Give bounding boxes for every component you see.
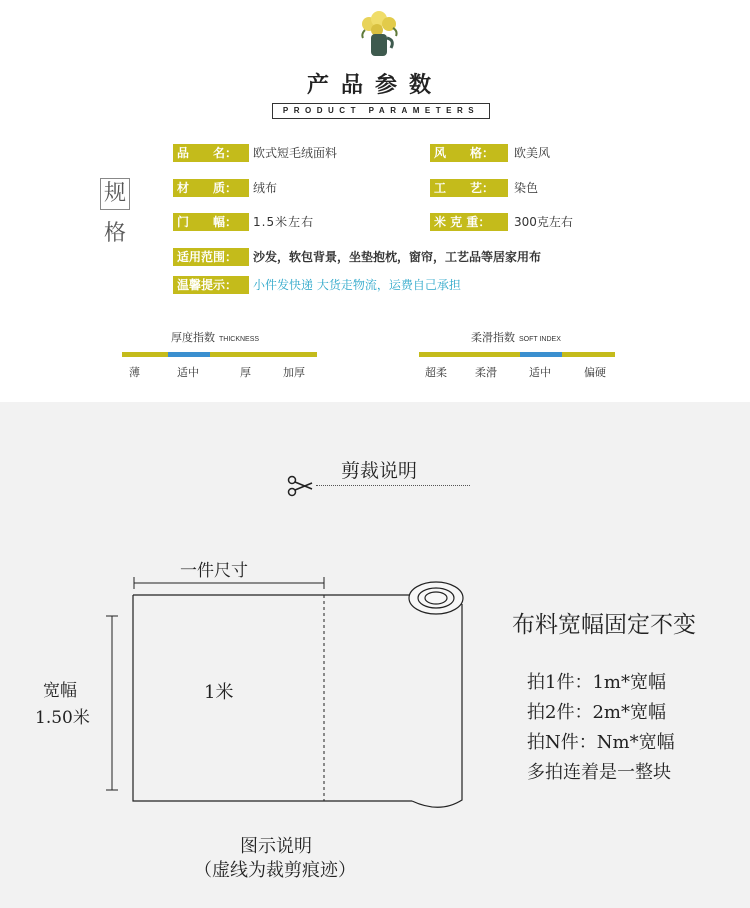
softness-bar-active	[520, 352, 562, 357]
thickness-title	[171, 329, 259, 345]
softness-bar	[419, 352, 615, 357]
cutting-title: 剪裁说明	[341, 460, 418, 482]
fabric-roll-diagram	[130, 578, 470, 814]
cut-dotted-line	[316, 485, 470, 486]
piece-size-label: 一件尺寸	[180, 561, 248, 581]
thickness-tick-4: 加厚	[283, 366, 305, 379]
value-width: 1.5米左右	[253, 215, 315, 229]
page-title: 产品参数	[306, 73, 443, 98]
thickness-title-en: THICKNESS	[219, 336, 260, 343]
value-material: 绒布	[253, 181, 278, 195]
tag-material: 材 质：	[173, 179, 249, 197]
scissors-icon	[287, 474, 313, 498]
page-subtitle: PRODUCT PARAMETERS	[272, 103, 490, 119]
diagram-caption-note: （虚线为裁剪痕迹）	[194, 860, 356, 881]
width-value: 1.50米	[35, 708, 90, 728]
note-3: 拍N件：Nm*宽幅	[527, 732, 675, 753]
tag-width: 门 幅：	[173, 213, 249, 231]
fixed-width-note: 布料宽幅固定不变	[512, 612, 696, 638]
diagram-caption: 图示说明	[240, 836, 312, 857]
softness-title-en: SOFT INDEX	[519, 336, 561, 343]
thickness-title-cn: 厚度指数	[171, 331, 215, 344]
value-usage: 沙发，软包背景，坐垫抱枕，窗帘，工艺品等居家用布	[253, 250, 542, 264]
softness-title-cn: 柔滑指数	[471, 331, 515, 344]
length-label: 1米	[204, 682, 234, 703]
flower-vase-icon	[357, 10, 401, 60]
softness-tick-4: 偏硬	[584, 366, 606, 379]
value-weight: 300克左右	[514, 215, 573, 229]
softness-tick-1: 超柔	[425, 366, 447, 379]
thickness-bar-active	[168, 352, 210, 357]
spec-label-char-1: 规	[100, 178, 130, 210]
tag-usage: 适用范围：	[173, 248, 249, 266]
softness-tick-3: 适中	[529, 366, 551, 379]
softness-title	[471, 329, 561, 345]
thickness-tick-1: 薄	[129, 366, 140, 379]
spec-label-char-2: 格	[103, 221, 126, 246]
note-2: 拍2件：2m*宽幅	[527, 702, 666, 723]
tag-craft: 工 艺：	[430, 179, 508, 197]
note-4: 多拍连着是一整块	[527, 762, 671, 783]
tag-style: 风 格：	[430, 144, 508, 162]
value-tip: 小件发快递 大货走物流，运费自己承担	[253, 278, 461, 292]
value-style: 欧美风	[514, 146, 551, 160]
value-craft: 染色	[514, 181, 539, 195]
spec-label	[100, 178, 130, 247]
thickness-tick-3: 厚	[240, 366, 251, 379]
thickness-bar	[122, 352, 317, 357]
width-dimension	[104, 614, 120, 792]
value-name: 欧式短毛绒面料	[253, 146, 338, 160]
note-1: 拍1件：1m*宽幅	[527, 672, 666, 693]
tag-tip: 温馨提示：	[173, 276, 249, 294]
tag-weight: 米 克 重：	[430, 213, 508, 231]
width-label: 宽幅	[43, 681, 77, 701]
thickness-tick-2: 适中	[177, 366, 199, 379]
softness-tick-2: 柔滑	[475, 366, 497, 379]
tag-name: 品 名：	[173, 144, 249, 162]
